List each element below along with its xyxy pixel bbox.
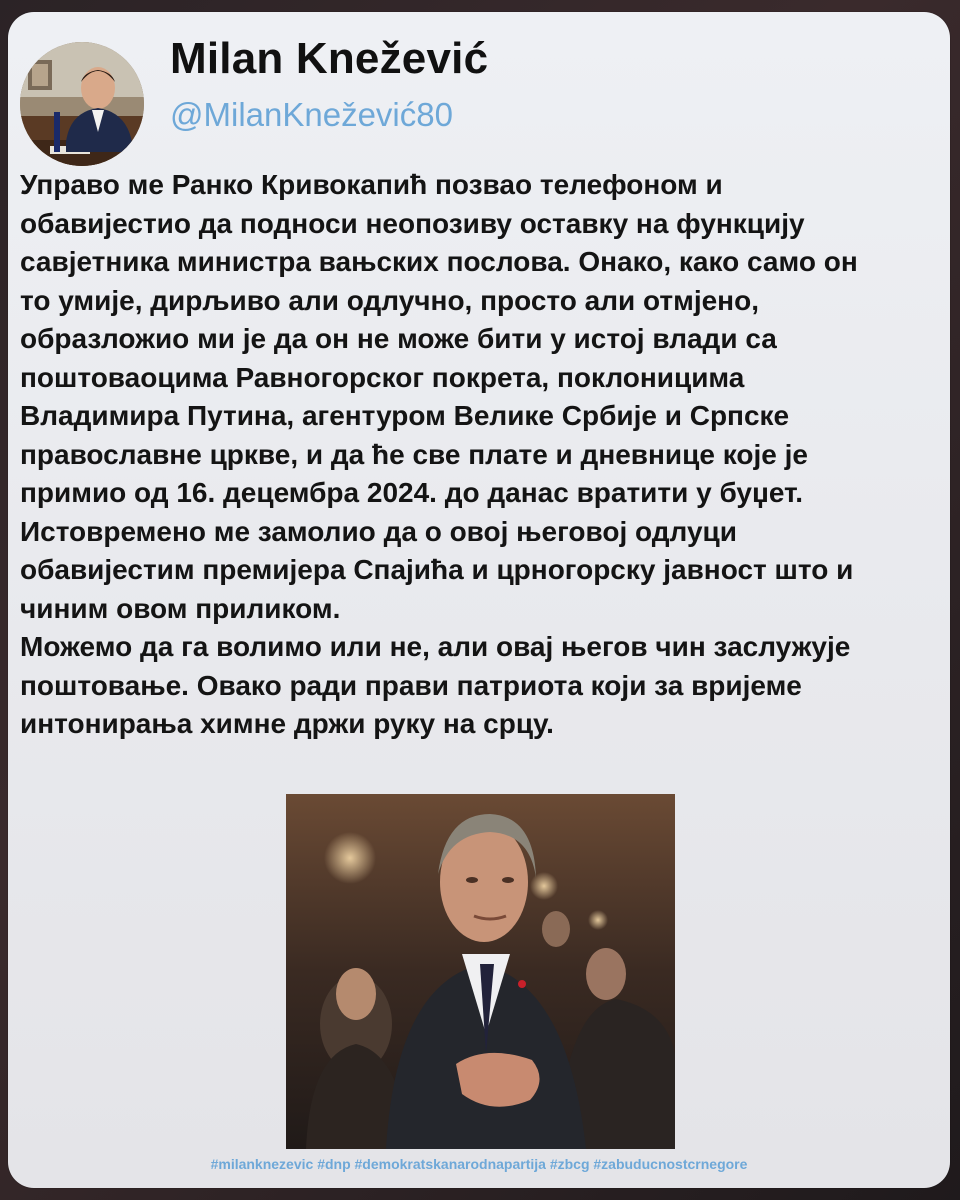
avatar-image bbox=[20, 42, 144, 166]
hashtag-list[interactable]: #milanknezevic #dnp #demokratskanarodnapartija #zbcg #zabuducnostcrnegore bbox=[210, 1156, 748, 1172]
post-card bbox=[8, 12, 950, 1188]
avatar[interactable] bbox=[20, 42, 144, 166]
post-photo[interactable] bbox=[286, 794, 675, 1149]
user-handle[interactable]: @MilanKnežević80 bbox=[170, 96, 453, 133]
post-text: Управо ме Ранко Кривокапић позвао телефоном и обавијестио да подноси неопозиву оставку на функцију савјетника министра вањских послова. Онако, како само он то умије, дирљиво али одлучно, просто али отмјено, образложио ми је да он не може бити у истој влади са поштоваоцима Равногорског покрета, поклоницима Владимира Путина, агентуром Велике Србије и Српске православне цркве, и да ће све плате и дневнице које је примио од 16. децембра 2024. до данас вратити у буџет. Истовремено ме замолио да о овој његовој одлуци обавијестим премијера Спајића и црногорску јавност што и чиним овом приликом. Можемо да га волимо или не, али овај његов чин заслужује поштовање. Овако ради прави патриота који за вријеме интонирања химне држи руку на срцу. bbox=[20, 169, 858, 739]
post-photo-image bbox=[286, 794, 675, 1149]
display-name[interactable]: Milan Knežević bbox=[170, 34, 489, 83]
